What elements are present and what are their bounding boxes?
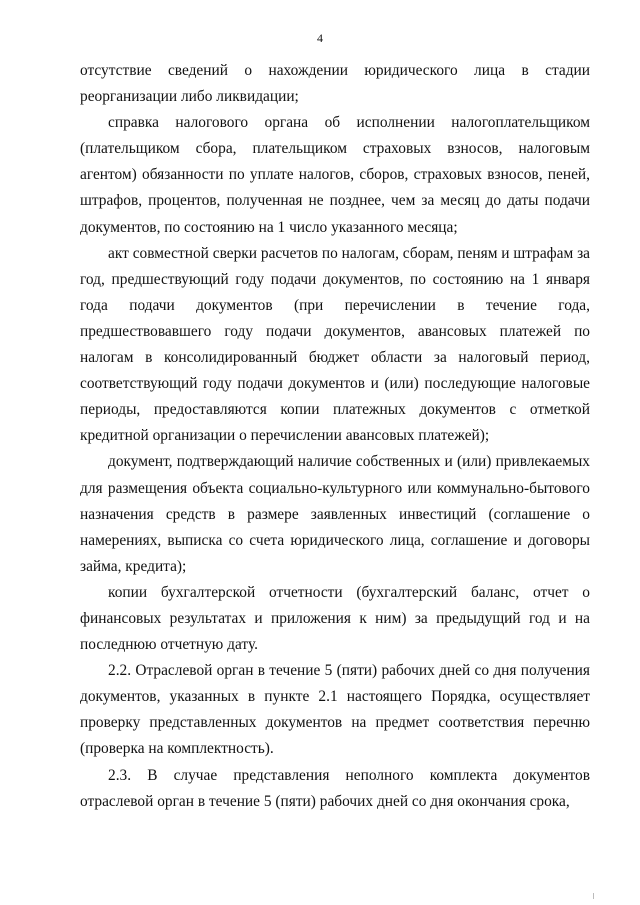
paragraph-liquidation-status: отсутствие сведений о нахождении юридического лица в стадии реорганизации либо ликвидации; — [80, 62, 590, 106]
document-body — [80, 58, 590, 815]
paragraph-reconciliation-act: акт совместной сверки расчетов по налогам, сборам, пеням и штрафам за год, предшествующий году подачи документов, по состоянию на 1 января года подачи документов (при перечислении в течение года, предшествовавшего году подачи документов, авансовых платежей по налогам в консолидированный бюджет области за налоговый период, соответствующий году подачи документов и (или) последующие налоговые периоды, предоставляются копии платежных документов с отметкой кредитной организации о перечислении авансовых платежей); — [80, 244, 590, 445]
paragraph-section-2-2: 2.2. Отраслевой орган в течение 5 (пяти) рабочих дней со дня получения документов, указанных в пункте 2.1 настоящего Порядка, осуществляет проверку представленных документов на предмет соответствия перечню (проверка на комплектность). — [80, 662, 590, 758]
page-number: 4 — [317, 31, 323, 45]
paragraph-funds-document: документ, подтверждающий наличие собственных и (или) привлекаемых для размещения объекта социально-культурного или коммунально-бытового назначения средств в размере заявленных инвестиций (соглашение о намерениях, выписка со счета юридического лица, соглашение и договоры займа, кредита); — [80, 453, 590, 575]
paragraph-tax-certificate: справка налогового органа об исполнении налогоплательщиком (плательщиком сбора, плательщиком страховых взносов, налоговым агентом) обязанности по уплате налогов, сборов, страховых взносов, пеней, штрафов, процентов, полученная не позднее, чем за месяц до даты подачи документов, по состоянию на 1 число указанного месяца; — [80, 114, 590, 236]
paragraph-accounting-reports: копии бухгалтерской отчетности (бухгалтерский баланс, отчет о финансовых результатах и приложения к ним) за предыдущий год и на последнюю отчетную дату. — [80, 583, 590, 654]
paragraph-section-2-3: 2.3. В случае представления неполного комплекта документов отраслевой орган в течение 5 (пяти) рабочих дней со дня окончания срока, — [80, 766, 590, 810]
scan-edge-mark — [593, 893, 594, 899]
